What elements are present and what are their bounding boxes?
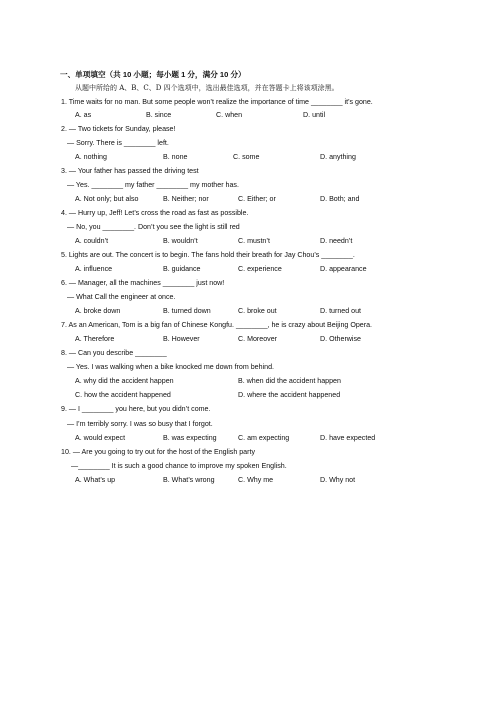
question-10-line-2: —________ It is such a good chance to improve my spoken English. (71, 462, 287, 470)
question-1-option-a: A. as (75, 111, 92, 119)
question-1-stem: 1. Time waits for no man. But some people won’t realize the importance of time ________ it’s gone. (61, 98, 373, 106)
question-7-option-d: D. Otherwise (320, 335, 361, 343)
question-5-stem: 5. Lights are out. The concert is to begin. The fans hold their breath for Jay Chou’s ________. (61, 251, 355, 259)
question-3-line-2: — Yes. ________ my father ________ my mother has. (67, 181, 239, 189)
question-2-option-b: B. none (163, 153, 188, 161)
question-5-option-c: C. experience (238, 265, 282, 273)
question-9-option-a: A. would expect (75, 434, 126, 442)
section-title: 一、单项填空（共 10 小题；每小题 1 分，满分 10 分） (60, 70, 246, 79)
question-3-option-b: B. Neither; nor (163, 195, 209, 203)
question-5-option-d: D. appearance (320, 265, 367, 273)
question-9-option-b: B. was expecting (163, 434, 217, 442)
question-2-option-a: A. nothing (75, 153, 107, 161)
question-2-line-2: — Sorry. There is ________ left. (67, 139, 169, 147)
question-4-option-c: C. mustn’t (238, 237, 270, 245)
question-10-stem: 10. — Are you going to try out for the host of the English party (61, 448, 256, 456)
question-10-option-b: B. What’s wrong (163, 476, 215, 484)
question-4-option-a: A. couldn’t (75, 237, 109, 245)
question-10-option-a: A. What’s up (75, 476, 116, 484)
question-2-option-c: C. some (233, 153, 260, 161)
question-8-option-d: D. where the accident happened (238, 391, 341, 399)
question-4-option-d: D. needn’t (320, 237, 353, 245)
question-4-line-2: — No, you ________. Don’t you see the light is still red (67, 223, 240, 231)
question-2-stem: 2. — Two tickets for Sunday, please! (61, 125, 176, 133)
question-7-option-c: C. Moreover (238, 335, 278, 343)
question-6-option-d: D. turned out (320, 307, 362, 315)
question-4-option-b: B. wouldn’t (163, 237, 198, 245)
question-1-option-d: D. until (303, 111, 326, 119)
question-5-option-b: B. guidance (163, 265, 201, 273)
question-8-option-c: C. how the accident happened (75, 391, 171, 399)
question-3-option-c: C. Either; or (238, 195, 276, 203)
question-1-option-c: C. when (216, 111, 243, 119)
question-3-stem: 3. — Your father has passed the driving test (61, 167, 199, 175)
question-1-option-b: B. since (146, 111, 172, 119)
question-8-stem: 8. — Can you describe ________ (61, 349, 167, 357)
question-6-option-c: C. broke out (238, 307, 277, 315)
question-9-option-c: C. am expecting (238, 434, 290, 442)
question-7-stem: 7. As an American, Tom is a big fan of Chinese Kongfu. ________, he is crazy about Beijing Opera. (61, 321, 373, 329)
question-3-option-a: A. Not only; but also (75, 195, 139, 203)
question-7-option-a: A. Therefore (75, 335, 115, 343)
question-8-line-2: — Yes. I was walking when a bike knocked me down from behind. (67, 363, 275, 371)
question-5-option-a: A. influence (75, 265, 113, 273)
question-4-stem: 4. — Hurry up, Jeff! Let’s cross the road as fast as possible. (61, 209, 249, 217)
question-10-option-d: D. Why not (320, 476, 356, 484)
question-8-option-a: A. why did the accident happen (75, 377, 174, 385)
question-6-line-2: — What Call the engineer at once. (67, 293, 176, 301)
question-6-stem: 6. — Manager, all the machines ________ just now! (61, 279, 225, 287)
question-2-option-d: D. anything (320, 153, 356, 161)
question-10-option-c: C. Why me (238, 476, 274, 484)
question-9-stem: 9. — I ________ you here, but you didn’t come. (61, 405, 211, 413)
question-8-option-b: B. when did the accident happen (238, 377, 341, 385)
question-3-option-d: D. Both; and (320, 195, 360, 203)
question-6-option-b: B. turned down (163, 307, 211, 315)
question-6-option-a: A. broke down (75, 307, 121, 315)
question-9-line-2: — I’m terribly sorry. I was so busy that I forgot. (67, 420, 213, 428)
question-7-option-b: B. However (163, 335, 200, 343)
question-9-option-d: D. have expected (320, 434, 376, 442)
section-instructions: 从题中所给的 A、B、C、D 四个选项中，选出最佳选项，并在答题卡上将该项涂黑。 (75, 84, 339, 92)
